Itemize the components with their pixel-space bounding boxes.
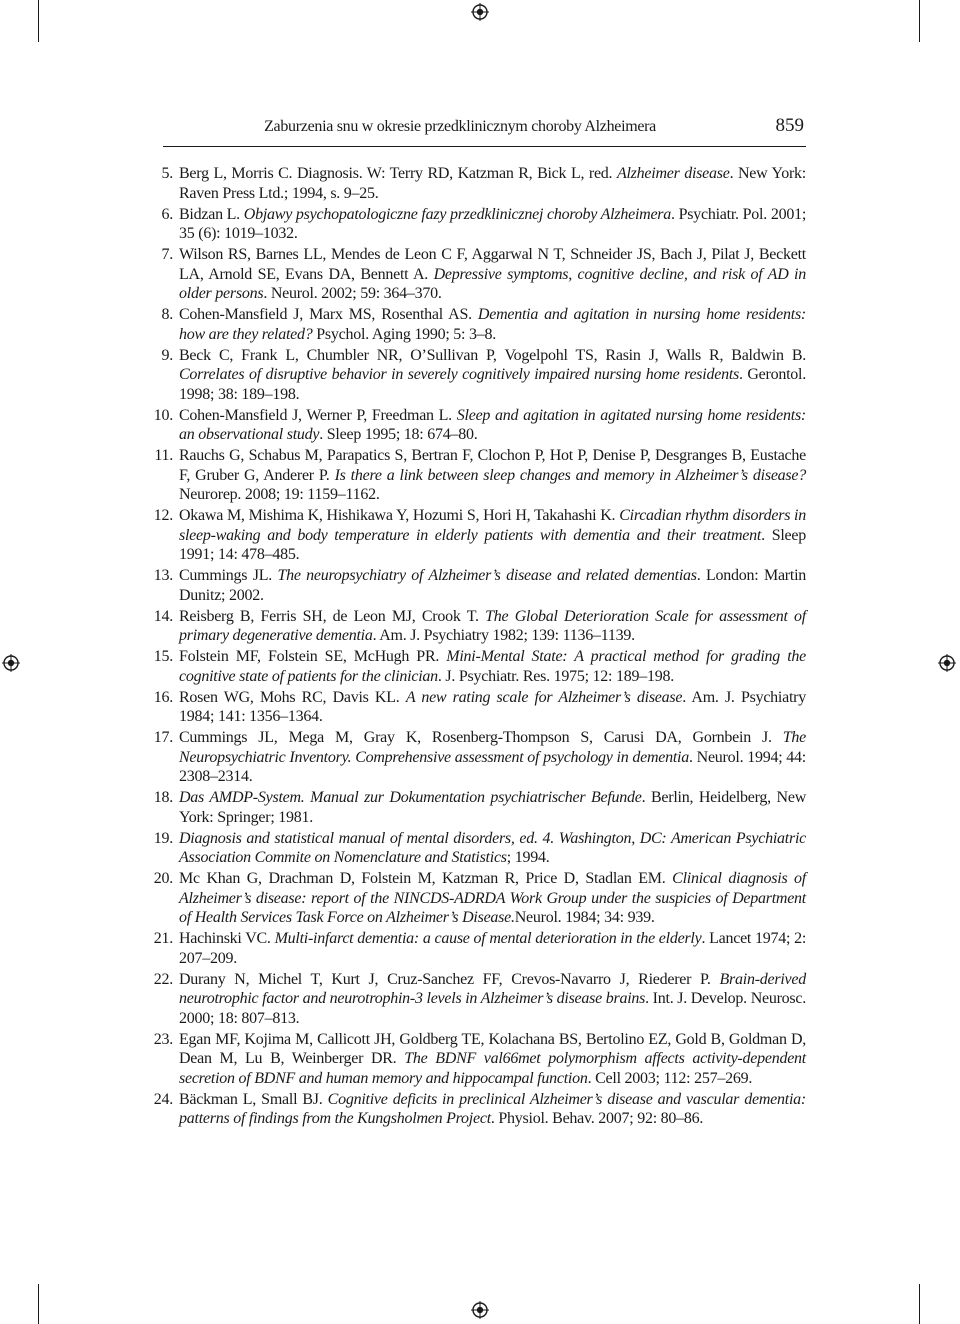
reference-authors: Folstein MF, Folstein SE, McHugh PR. <box>179 648 447 665</box>
reference-item <box>150 406 806 445</box>
reference-text <box>179 205 806 244</box>
reference-title: The Neuropsychiatric Inventory. Comprehensive assessment of psychology in dementia <box>179 729 806 766</box>
reference-text <box>179 446 806 505</box>
registration-mark-left-icon <box>2 654 20 672</box>
reference-title: Clinical diagnosis of Alzheimer’s disease: report of the NINCDS-ADRDA Work Group under the suspicies of Department of Health Services Task Force on Alzheimer’s Disease. <box>179 870 807 926</box>
reference-item <box>150 205 806 244</box>
reference-number: 14. <box>153 607 173 625</box>
reference-authors: Wilson RS, Barnes LL, Mendes de Leon C F, Aggarwal N T, Schneider JS, Bach J, Pilat J, Beckett LA, Arnold SE, Evans DA, Bennett A. <box>179 246 806 283</box>
reference-authors: Durany N, Michel T, Kurt J, Cruz-Sanchez FF, Crevos-Navarro J, Riederer P. <box>179 970 720 988</box>
reference-text <box>179 305 806 344</box>
reference-authors: Cummings JL, Mega M, Gray K, Rosenberg-Thompson S, Carusi DA, Gornbein J. <box>179 729 783 746</box>
reference-authors: Rauchs G, Schabus M, Parapatics S, Bertran F, Clochon P, Hot P, Denise P, Desgranges B, Eustache F, Gruber G, Anderer P. <box>179 447 806 484</box>
reference-authors: Berg L, Morris C. Diagnosis. W: Terry RD, Katzman R, Bick L, red. <box>179 165 617 182</box>
reference-title: Is there a link between sleep changes and memory in Alzheimer’s disease? <box>334 466 807 484</box>
reference-text <box>179 607 806 646</box>
reference-item <box>150 245 806 304</box>
reference-title: Circadian rhythm disorders in sleep-waking and body temperature in elderly patients with dementia and their treatment <box>179 507 807 544</box>
reference-authors: Okawa M, Mishima K, Hishikawa Y, Hozumi S, Hori H, Takahashi K. <box>179 507 620 524</box>
reference-source: Neurol. 1984; 34: 939. <box>514 909 655 926</box>
registration-mark-bottom-icon <box>471 1301 489 1319</box>
reference-item <box>150 869 806 928</box>
reference-number: 11. <box>154 447 173 464</box>
reference-authors: Mc Khan G, Drachman D, Folstein M, Katzman R, Price D, Stadlan EM. <box>179 870 673 887</box>
reference-source: . London: Martin Dunitz; 2002. <box>179 567 807 604</box>
reference-source: . Physiol. Behav. 2007; 92: 80–86. <box>490 1110 704 1127</box>
reference-title: The neuropsychiatry of Alzheimer’s disease and related dementias <box>277 567 697 584</box>
reference-number: 24. <box>153 1090 173 1108</box>
reference-authors: Bäckman L, Small BJ. <box>179 1090 328 1108</box>
reference-number: 16. <box>153 688 173 706</box>
reference-authors: Beck C, Frank L, Chumbler NR, O’Sullivan P, Vogelpohl TS, Rasin J, Walls R, Baldwin B. <box>179 346 806 364</box>
reference-title: Sleep and agitation in agitated nursing home residents: an observational study <box>179 406 807 443</box>
reference-source: . New York: Raven Press Ltd.; 1994, s. 9–25. <box>179 165 806 202</box>
reference-title: Multi-infarct dementia: a cause of mental deterioration in the elderly <box>274 930 702 947</box>
reference-title: Mini-Mental State: A practical method for grading the cognitive state of patients for the clinician <box>179 648 807 685</box>
reference-source: . Lancet 1974; 2: 207–209. <box>179 930 807 967</box>
reference-item <box>150 164 806 203</box>
reference-number: 8. <box>161 306 173 323</box>
reference-item <box>150 346 806 405</box>
reference-number: 22. <box>153 970 173 988</box>
running-title: Zaburzenia snu w okresie przedklinicznym choroby Alzheimera <box>264 118 656 135</box>
reference-source: Neurorep. 2008; 19: 1159–1162. <box>179 486 380 503</box>
reference-title: The BDNF val66met polymorphism affects activity-dependent secretion of BDNF and human memory and hippocampal function <box>179 1050 807 1087</box>
reference-authors: Cohen-Mansfield J, Marx MS, Rosenthal AS. <box>179 306 478 323</box>
reference-item <box>150 1030 806 1089</box>
reference-number: 18. <box>153 789 173 806</box>
reference-source: . Am. J. Psychiatry 1984; 141: 1356–1364. <box>179 688 807 725</box>
reference-source: . Am. J. Psychiatry 1982; 139: 1136–1139. <box>372 627 635 644</box>
reference-title: Objawy psychopatologiczne fazy przedklinicznej choroby Alzheimera <box>243 205 672 223</box>
reference-title: Alzheimer disease <box>616 165 730 182</box>
reference-item <box>150 728 806 787</box>
reference-item <box>150 506 806 565</box>
reference-text <box>179 346 806 405</box>
reference-title: Depressive symptoms, cognitive decline, and risk of AD in older persons <box>179 265 806 302</box>
reference-source: ; 1994. <box>506 849 550 866</box>
reference-number: 7. <box>161 246 173 263</box>
reference-title: Diagnosis and statistical manual of mental disorders, ed. 4. Washington, DC: American Psychiatric Association Commite on Nomenclature and Statistics <box>179 829 806 866</box>
reference-text <box>179 647 806 686</box>
page-header <box>163 112 806 147</box>
reference-title: Das AMDP-System. Manual zur Dokumentation psychiatrischer Befunde <box>179 789 642 806</box>
reference-item <box>150 929 806 968</box>
reference-source: . Cell 2003; 112: 257–269. <box>587 1069 753 1087</box>
reference-text <box>179 829 806 868</box>
reference-item <box>150 970 806 1029</box>
reference-text <box>179 1090 806 1129</box>
reference-number: 19. <box>153 829 173 847</box>
reference-authors: Egan MF, Kojima M, Callicott JH, Goldberg TE, Kolachana BS, Bertolino EZ, Gold B, Goldman D, Dean M, Lu B, Weinberger DR. <box>179 1030 806 1067</box>
reference-text <box>179 164 806 203</box>
reference-text <box>179 566 806 605</box>
page-number: 859 <box>775 115 804 136</box>
reference-number: 9. <box>161 346 173 364</box>
reference-title: A new rating scale for Alzheimer’s disease <box>405 688 683 706</box>
reference-item <box>150 566 806 605</box>
reference-authors: Rosen WG, Mohs RC, Davis KL. <box>179 688 406 706</box>
reference-text <box>179 970 806 1029</box>
reference-authors: Hachinski VC. <box>179 930 275 947</box>
reference-text <box>179 406 806 445</box>
reference-number: 12. <box>153 507 173 524</box>
reference-number: 23. <box>153 1030 173 1048</box>
crop-mark-top-right-v <box>919 0 920 42</box>
reference-title: The Global Deterioration Scale for assessment of primary degenerative dementia <box>179 607 807 644</box>
reference-source: . Int. J. Develop. Neurosc. 2000; 18: 807–813. <box>179 990 806 1027</box>
reference-number: 21. <box>153 930 173 947</box>
registration-mark-top-icon <box>471 3 489 21</box>
reference-text <box>179 245 806 304</box>
reference-title: Cognitive deficits in preclinical Alzheimer’s disease and vascular dementia: patterns of findings from the Kungsholmen Project <box>179 1090 806 1127</box>
reference-title: Dementia and agitation in nursing home residents: how are they related? <box>179 306 806 343</box>
reference-source: . J. Psychiatr. Res. 1975; 12: 189–198. <box>437 667 674 685</box>
reference-number: 13. <box>153 567 173 584</box>
crop-mark-top-left-v <box>38 0 39 42</box>
reference-number: 15. <box>153 648 173 665</box>
reference-source: . Neurol. 2002; 59: 364–370. <box>263 285 442 302</box>
reference-source: Psychol. Aging 1990; 5: 3–8. <box>312 325 496 343</box>
registration-mark-right-icon <box>938 654 956 672</box>
reference-text <box>179 1030 806 1089</box>
reference-text <box>179 688 806 727</box>
crop-mark-bottom-right-v <box>919 1284 920 1324</box>
reference-authors: Cohen-Mansfield J, Werner P, Freedman L. <box>179 406 457 424</box>
reference-item <box>150 829 806 868</box>
reference-number: 10. <box>153 406 173 424</box>
crop-mark-bottom-left-v <box>38 1284 39 1324</box>
reference-number: 20. <box>153 870 173 887</box>
reference-item <box>150 788 806 827</box>
reference-text <box>179 728 806 787</box>
reference-item <box>150 305 806 344</box>
reference-authors: Reisberg B, Ferris SH, de Leon MJ, Crook T. <box>179 607 486 625</box>
reference-source: . Sleep 1991; 14: 478–485. <box>179 526 806 563</box>
reference-source: . Neurol. 1994; 44: 2308–2314. <box>179 748 807 785</box>
reference-item <box>150 647 806 686</box>
reference-text <box>179 506 806 565</box>
reference-list <box>150 164 806 1130</box>
reference-item <box>150 607 806 646</box>
reference-source: . Psychiatr. Pol. 2001; 35 (6): 1019–1032. <box>179 205 807 242</box>
reference-title: Correlates of disruptive behavior in severely cognitively impaired nursing home residents <box>179 366 739 383</box>
reference-number: 17. <box>153 729 173 746</box>
reference-source: . Berlin, Heidelberg, New York: Springer; 1981. <box>179 789 806 826</box>
reference-item <box>150 446 806 505</box>
reference-text <box>179 929 806 968</box>
reference-text <box>179 788 806 827</box>
reference-text <box>179 869 806 928</box>
reference-item <box>150 1090 806 1129</box>
reference-number: 6. <box>161 205 173 223</box>
reference-authors: Cummings JL. <box>179 567 278 584</box>
reference-source: . Sleep 1995; 18: 674–80. <box>319 426 478 443</box>
reference-item <box>150 688 806 727</box>
reference-authors: Bidzan L. <box>179 205 244 223</box>
reference-number: 5. <box>161 165 173 182</box>
reference-source: . Gerontol. 1998; 38: 189–198. <box>179 366 806 403</box>
reference-title: Brain-derived neurotrophic factor and neurotrophin-3 levels in Alzheimer’s disease brains <box>179 970 806 1007</box>
